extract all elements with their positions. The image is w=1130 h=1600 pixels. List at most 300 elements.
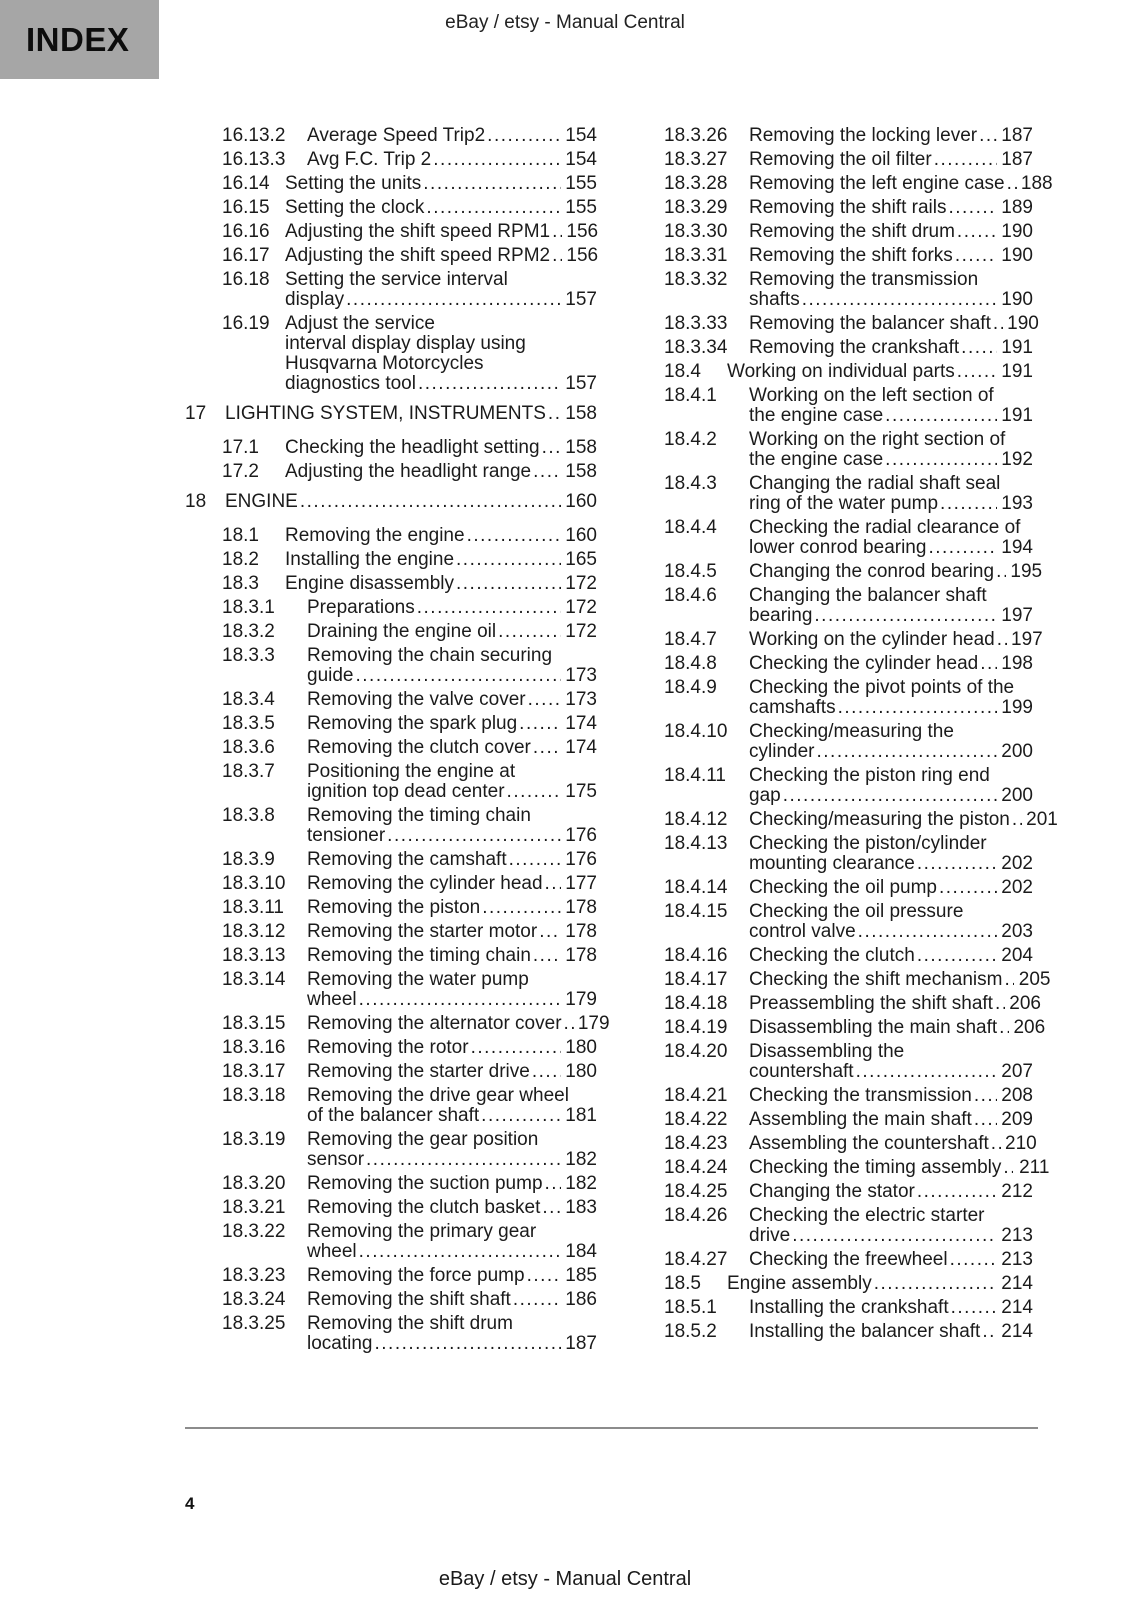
toc-entry-number: 18.3.22: [222, 1221, 286, 1242]
toc-title-line: Removing the rotor: [307, 1037, 469, 1058]
toc-title-line: Engine assembly: [727, 1273, 872, 1294]
toc-entry-18.3.16: [185, 1038, 597, 1058]
dot-leader: [423, 174, 561, 194]
toc-entry-title: [749, 1017, 1046, 1038]
toc-page-ref: 189: [1001, 197, 1033, 218]
toc-entry-16.17: [185, 246, 597, 266]
toc-entry-number: 17.2: [222, 461, 259, 482]
toc-title-line: Removing the locking lever: [749, 125, 978, 146]
toc-entry-number: 16.17: [222, 245, 270, 266]
dot-leader: [802, 290, 997, 310]
toc-title-line: Checking the piston/cylinder: [749, 833, 987, 854]
toc-title-line: Checking/measuring the piston: [749, 809, 1010, 830]
toc-entry-18.4.24: [627, 1157, 1050, 1178]
toc-page-ref: 214: [1001, 1273, 1033, 1294]
toc-entry-title: [749, 150, 1033, 170]
toc-title-line: control valve: [749, 921, 856, 942]
dot-leader: [426, 198, 561, 218]
toc-entry-title: [307, 598, 597, 618]
toc-title-line: Removing the valve cover: [307, 689, 526, 710]
dot-leader: [961, 338, 997, 358]
toc-entry-18.3.5: [185, 714, 597, 734]
toc-page-ref: 206: [1009, 993, 1041, 1014]
toc-entry-18.4.3: [627, 474, 1033, 514]
toc-entry-title: [749, 969, 1051, 990]
toc-entry-number: 18.4.9: [664, 677, 717, 698]
toc-entry-number: 18.4.16: [664, 945, 728, 966]
toc-entry-number: 18.4.10: [664, 721, 728, 742]
toc-title-line: of the balancer shaft: [307, 1105, 480, 1126]
toc-title-line: Installing the balancer shaft: [749, 1321, 981, 1342]
toc-entry-18.4.25: [627, 1182, 1033, 1202]
dot-leader: [1007, 174, 1017, 194]
toc-title-line: Checking the headlight setting: [285, 437, 540, 458]
toc-entry-number: 18.3.2: [222, 621, 275, 642]
toc-title-line: Removing the transmission: [749, 269, 979, 290]
toc-entry-18.3.3: [185, 646, 597, 686]
toc-entry-number: 18.4.15: [664, 901, 728, 922]
toc-entry-title: [749, 678, 1033, 718]
toc-entry-number: 18.3.24: [222, 1289, 286, 1310]
toc-entry-title: [285, 574, 597, 594]
toc-title-line: guide: [307, 665, 354, 686]
page-number: 4: [185, 1494, 195, 1513]
toc-title-line: Removing the clutch cover: [307, 737, 531, 758]
toc-entry-18.3.32: [627, 270, 1033, 310]
toc-entry-18.4.9: [627, 678, 1033, 718]
toc-entry-title: [749, 173, 1053, 194]
toc-title-line: tensioner: [307, 825, 386, 846]
toc-entry-title: [285, 314, 597, 394]
toc-entry-title: [307, 1086, 597, 1126]
toc-entry-18.3.9: [185, 850, 597, 870]
toc-title-line: cylinder: [749, 741, 815, 762]
toc-title-line: Removing the timing chain: [307, 945, 531, 966]
toc-page-ref: 180: [565, 1061, 597, 1082]
toc-entry-title: [307, 690, 597, 710]
toc-entry-17: [185, 404, 597, 424]
toc-entry-number: 18.3.34: [664, 337, 728, 358]
toc-title-line: sensor: [307, 1149, 365, 1170]
toc-title-line: bearing: [749, 605, 813, 626]
toc-entry-number: 18.4.8: [664, 653, 717, 674]
toc-entry-title: [749, 1250, 1033, 1270]
dot-leader: [467, 526, 561, 546]
toc-title-line: Removing the shift rails: [749, 197, 947, 218]
toc-entry-number: 18.3.16: [222, 1037, 286, 1058]
toc-entry-18.3.13: [185, 946, 597, 966]
footer-title: eBay / etsy - Manual Central: [438, 1568, 692, 1590]
toc-entry-number: 18.3: [222, 573, 259, 594]
dot-leader: [513, 1290, 561, 1310]
toc-entry-title: [307, 1062, 597, 1082]
toc-title-line: Changing the conrod bearing: [749, 561, 995, 582]
toc-entry-18.3.18: [185, 1086, 597, 1126]
dot-leader: [542, 1198, 561, 1218]
toc-entry-18.4.6: [627, 586, 1033, 626]
dot-leader: [816, 742, 997, 762]
toc-entry-18.4.21: [627, 1086, 1033, 1106]
toc-page-ref: 158: [565, 461, 597, 482]
toc-entry-title: [727, 1274, 1033, 1294]
dot-leader: [858, 922, 997, 942]
toc-title-line: interval display display using: [285, 333, 526, 354]
toc-entry-number: 18.3.4: [222, 689, 275, 710]
toc-title-line: Removing the force pump: [307, 1265, 525, 1286]
toc-title-line: Removing the clutch basket: [307, 1197, 541, 1218]
dot-leader: [957, 222, 997, 242]
toc-title-line: locating: [307, 1333, 373, 1354]
toc-title-line: Removing the shift shaft: [307, 1289, 511, 1310]
toc-page-ref: 204: [1001, 945, 1033, 966]
toc-title-line: camshafts: [749, 697, 836, 718]
toc-entry-number: 16.16: [222, 221, 270, 242]
toc-entry-title: [307, 1038, 597, 1058]
toc-entry-title: [307, 1130, 597, 1170]
toc-entry-title: [749, 722, 1033, 762]
toc-entry-title: [749, 1110, 1033, 1130]
toc-entry-number: 18.3.9: [222, 849, 275, 870]
toc-entry-number: 18.4.25: [664, 1181, 728, 1202]
toc-entry-number: 18.3.27: [664, 149, 728, 170]
toc-entry-title: [307, 126, 597, 146]
toc-title-line: Draining the engine oil: [307, 621, 497, 642]
toc-entry-18.4.1: [627, 386, 1033, 426]
toc-entry-title: [307, 762, 597, 802]
dot-leader: [874, 1274, 997, 1294]
toc-entry-title: [285, 246, 597, 266]
toc-title-line: Preassembling the shift shaft: [749, 993, 993, 1014]
toc-entry-number: 18.4.11: [664, 765, 726, 786]
toc-entry-18.3.26: [627, 126, 1033, 146]
toc-entry-18.4.15: [627, 902, 1033, 942]
dot-leader: [545, 1174, 561, 1194]
toc-entry-number: 18.4.24: [664, 1157, 728, 1178]
dot-leader: [792, 1226, 997, 1246]
dot-leader: [552, 246, 562, 266]
toc-title-line: display: [285, 289, 345, 310]
toc-entry-18.4.5: [627, 561, 1043, 582]
toc-entry-16.14: [185, 174, 597, 194]
toc-entry-title: [285, 222, 597, 242]
toc-entry-title: [307, 874, 597, 894]
toc-entry-title: [749, 1042, 1033, 1082]
toc-entry-title: [307, 898, 597, 918]
toc-title-line: the engine case: [749, 449, 884, 470]
toc-entry-number: 18.3.23: [222, 1265, 286, 1286]
toc-entry-18.3.28: [627, 173, 1053, 194]
dot-leader: [838, 698, 997, 718]
toc-entry-number: 16.14: [222, 173, 270, 194]
toc-page-ref: 156: [566, 221, 599, 242]
toc-entry-18.4.23: [627, 1133, 1037, 1154]
toc-page-ref: 214: [1001, 1297, 1033, 1318]
toc-title-line: Removing the piston: [307, 897, 481, 918]
toc-entry-title: [307, 922, 597, 942]
toc-entry-18.3.23: [185, 1266, 597, 1286]
dot-leader: [991, 1134, 1001, 1154]
toc-entry-number: 18.4.26: [664, 1205, 728, 1226]
toc-entry-number: 18.3.33: [664, 313, 728, 334]
toc-entry-number: 18.4.5: [664, 561, 717, 582]
toc-title-line: Removing the alternator cover: [307, 1013, 562, 1034]
dot-leader: [509, 850, 561, 870]
toc-entry-title: [285, 270, 597, 310]
toc-entry-16.13.2: [185, 126, 597, 146]
toc-title-line: Checking the timing assembly: [749, 1157, 1002, 1178]
toc-title-line: Removing the starter drive: [307, 1061, 530, 1082]
toc-entry-18.4.8: [627, 654, 1033, 674]
toc-entry-18.3.25: [185, 1314, 597, 1354]
toc-entry-title: [285, 462, 597, 482]
toc-entry-18.3.11: [185, 898, 597, 918]
toc-entry-title: [749, 126, 1033, 146]
toc-title-line: Adjusting the headlight range: [285, 461, 532, 482]
dot-leader: [928, 538, 997, 558]
toc-page-ref: 193: [1001, 493, 1033, 514]
toc-entry-number: 18.4.14: [664, 877, 728, 898]
toc-entry-number: 18.3.18: [222, 1085, 286, 1106]
dot-leader: [359, 1242, 561, 1262]
dot-leader: [533, 738, 561, 758]
toc-entry-number: 18.1: [222, 525, 259, 546]
toc-page-ref: 186: [565, 1289, 597, 1310]
toc-entry-number: 18.3.3: [222, 645, 275, 666]
dot-leader: [955, 246, 997, 266]
dot-leader: [456, 574, 561, 594]
toc-entry-number: 18.3.14: [222, 969, 286, 990]
toc-entry-title: [285, 174, 597, 194]
toc-page-ref: 158: [565, 437, 597, 458]
toc-page-ref: 175: [565, 781, 597, 802]
toc-title-line: Removing the chain securing: [307, 645, 553, 666]
toc-page-ref: 206: [1013, 1017, 1046, 1038]
toc-title-line: Removing the shift forks: [749, 245, 953, 266]
toc-title-line: Disassembling the: [749, 1041, 905, 1062]
toc-entry-title: [307, 1198, 597, 1218]
toc-entry-number: 18.4.23: [664, 1133, 728, 1154]
toc-title-line: Checking the clutch: [749, 945, 915, 966]
toc-entry-number: 18.3.19: [222, 1129, 286, 1150]
toc-entry-number: 18.3.12: [222, 921, 286, 942]
toc-title-line: Disassembling the main shaft: [749, 1017, 998, 1038]
toc-page-ref: 214: [1001, 1321, 1033, 1342]
toc-page-ref: 182: [565, 1149, 597, 1170]
toc-page-ref: 183: [565, 1197, 597, 1218]
toc-entry-title: [307, 850, 597, 870]
dot-leader: [507, 782, 561, 802]
toc-page-ref: 202: [1001, 877, 1033, 898]
toc-page-ref: 177: [565, 873, 597, 894]
toc-entry-title: [307, 622, 597, 642]
dot-leader: [564, 1014, 574, 1034]
toc-entry-title: [225, 492, 597, 512]
toc-title-line: Installing the engine: [285, 549, 455, 570]
toc-page-ref: 191: [1001, 337, 1033, 358]
dot-leader: [917, 1182, 997, 1202]
toc-title-line: Removing the gear position: [307, 1129, 539, 1150]
dot-leader: [532, 1062, 561, 1082]
dot-leader: [1004, 970, 1014, 990]
toc-entry-number: 16.15: [222, 197, 270, 218]
toc-page-ref: 155: [565, 173, 597, 194]
toc-title-line: Changing the balancer shaft: [749, 585, 987, 606]
toc-entry-number: 18.2: [222, 549, 259, 570]
dot-leader: [999, 1018, 1009, 1038]
toc-entry-18.3.15: [185, 1013, 610, 1034]
toc-title-line: Engine disassembly: [285, 573, 454, 594]
toc-entry-number: 18.3.25: [222, 1313, 286, 1334]
dot-leader: [979, 126, 997, 146]
toc-entry-18.3.19: [185, 1130, 597, 1170]
toc-title-line: Checking the cylinder head: [749, 653, 979, 674]
toc-entry-18.3.2: [185, 622, 597, 642]
toc-entry-number: 16.18: [222, 269, 270, 290]
toc-title-line: Working on the left section of: [749, 385, 994, 406]
toc-title-line: Assembling the countershaft: [749, 1133, 989, 1154]
dot-leader: [542, 438, 561, 458]
dot-leader: [814, 606, 997, 626]
toc-title-line: Removing the timing chain: [307, 805, 531, 826]
toc-entry-title: [749, 878, 1033, 898]
toc-entry-title: [749, 629, 1043, 650]
toc-entry-title: [749, 270, 1033, 310]
toc-entry-number: 18.4: [664, 361, 701, 382]
toc-entry-number: 18.3.26: [664, 125, 728, 146]
toc-page-ref: 154: [565, 149, 597, 170]
toc-entry-18.4.2: [627, 430, 1033, 470]
toc-entry-title: [307, 1266, 597, 1286]
toc-entry-number: 16.13.3: [222, 149, 286, 170]
toc-entry-18.1: [185, 526, 597, 546]
toc-entry-17.1: [185, 438, 597, 458]
toc-title-line: wheel: [307, 1241, 357, 1262]
toc-page-ref: 213: [1001, 1225, 1033, 1246]
toc-page-ref: 190: [1001, 289, 1033, 310]
toc-entry-number: 18.5.1: [664, 1297, 717, 1318]
dot-leader: [885, 406, 997, 426]
toc-title-line: Changing the radial shaft seal: [749, 473, 1001, 494]
toc-title-line: Changing the stator: [749, 1181, 915, 1202]
dot-leader: [783, 786, 997, 806]
toc-page-ref: 203: [1001, 921, 1033, 942]
toc-title-line: Setting the units: [285, 173, 422, 194]
dot-leader: [856, 1062, 997, 1082]
toc-page-ref: 190: [1001, 221, 1033, 242]
toc-title-line: countershaft: [749, 1061, 854, 1082]
toc-title-line: Average Speed Trip2: [307, 125, 486, 146]
toc-entry-number: 18.5.2: [664, 1321, 717, 1342]
toc-entry-title: [749, 1133, 1037, 1154]
toc-entry-title: [749, 834, 1033, 874]
dot-leader: [548, 404, 561, 424]
toc-page-ref: 185: [565, 1265, 597, 1286]
toc-title-line: ENGINE: [225, 491, 298, 512]
toc-page-ref: 165: [565, 549, 597, 570]
toc-title-line: Working on the cylinder head: [749, 629, 995, 650]
toc-column-left: [185, 125, 610, 1358]
toc-entry-18.4.26: [627, 1206, 1033, 1246]
toc-page-ref: 178: [565, 897, 597, 918]
toc-entry-title: [749, 946, 1033, 966]
toc-title-line: wheel: [307, 989, 357, 1010]
toc-entry-number: 18.4.21: [664, 1085, 728, 1106]
toc-entry-title: [749, 654, 1033, 674]
toc-page-ref: 160: [565, 525, 597, 546]
toc-entry-title: [307, 1222, 597, 1262]
toc-entry-number: 18.3.11: [222, 897, 284, 918]
dot-leader: [417, 598, 561, 618]
toc-entry-title: [749, 430, 1033, 470]
toc-title-line: mounting clearance: [749, 853, 915, 874]
dot-leader: [934, 150, 997, 170]
toc-page-ref: 154: [565, 125, 597, 146]
toc-entry-number: 18.3.13: [222, 945, 286, 966]
toc-entry-18.4.22: [627, 1110, 1033, 1130]
dot-leader: [433, 150, 561, 170]
toc-entry-title: [749, 1206, 1033, 1246]
toc-entry-16.16: [185, 222, 597, 242]
toc-entry-number: 18.3.5: [222, 713, 275, 734]
toc-entry-number: 18.4.2: [664, 429, 717, 450]
toc-entry-number: 18.3.7: [222, 761, 275, 782]
toc-entry-18.5: [627, 1274, 1033, 1294]
toc-title-line: Removing the drive gear wheel: [307, 1085, 569, 1106]
toc-page-ref: 209: [1001, 1109, 1033, 1130]
dot-leader: [533, 946, 561, 966]
toc-entry-18.3: [185, 574, 597, 594]
toc-entry-title: [749, 313, 1039, 334]
toc-page-ref: 187: [1001, 125, 1033, 146]
toc-entry-number: 18.3.20: [222, 1173, 286, 1194]
toc-page-ref: 184: [565, 1241, 597, 1262]
toc-page-ref: 155: [565, 197, 597, 218]
toc-entry-title: [749, 1086, 1033, 1106]
toc-page-ref: 187: [565, 1333, 597, 1354]
toc-entry-number: 18.4.6: [664, 585, 717, 606]
toc-page-ref: 172: [565, 573, 597, 594]
dot-leader: [982, 1322, 997, 1342]
toc-entry-title: [307, 1290, 597, 1310]
toc-title-line: Setting the clock: [285, 197, 425, 218]
toc-entry-18.4.14: [627, 878, 1033, 898]
toc-title-line: Checking the radial clearance of: [749, 517, 1021, 538]
toc-entry-title: [749, 198, 1033, 218]
toc-entry-title: [307, 1314, 597, 1354]
toc-entry-18.5.2: [627, 1322, 1033, 1342]
dot-leader: [359, 990, 561, 1010]
dot-leader: [375, 1334, 562, 1354]
dot-leader: [519, 714, 561, 734]
toc-entry-number: 18.3.8: [222, 805, 275, 826]
toc-title-line: LIGHTING SYSTEM, INSTRUMENTS: [225, 403, 546, 424]
dot-leader: [487, 126, 561, 146]
toc-entry-title: [749, 246, 1033, 266]
toc-entry-18.2: [185, 550, 597, 570]
toc-entry-title: [749, 561, 1043, 582]
dot-leader: [974, 1086, 997, 1106]
toc-entry-16.19: [185, 314, 597, 394]
toc-entry-number: 18.4.3: [664, 473, 717, 494]
toc-entry-18.3.14: [185, 970, 597, 1010]
toc-column-right: [627, 125, 1058, 1346]
toc-entry-title: [749, 1322, 1033, 1342]
toc-title-line: gap: [749, 785, 781, 806]
toc-title-line: Checking the transmission: [749, 1085, 972, 1106]
toc-entry-title: [307, 806, 597, 846]
toc-entry-number: 17.1: [222, 437, 259, 458]
toc-page-ref: 200: [1001, 741, 1033, 762]
